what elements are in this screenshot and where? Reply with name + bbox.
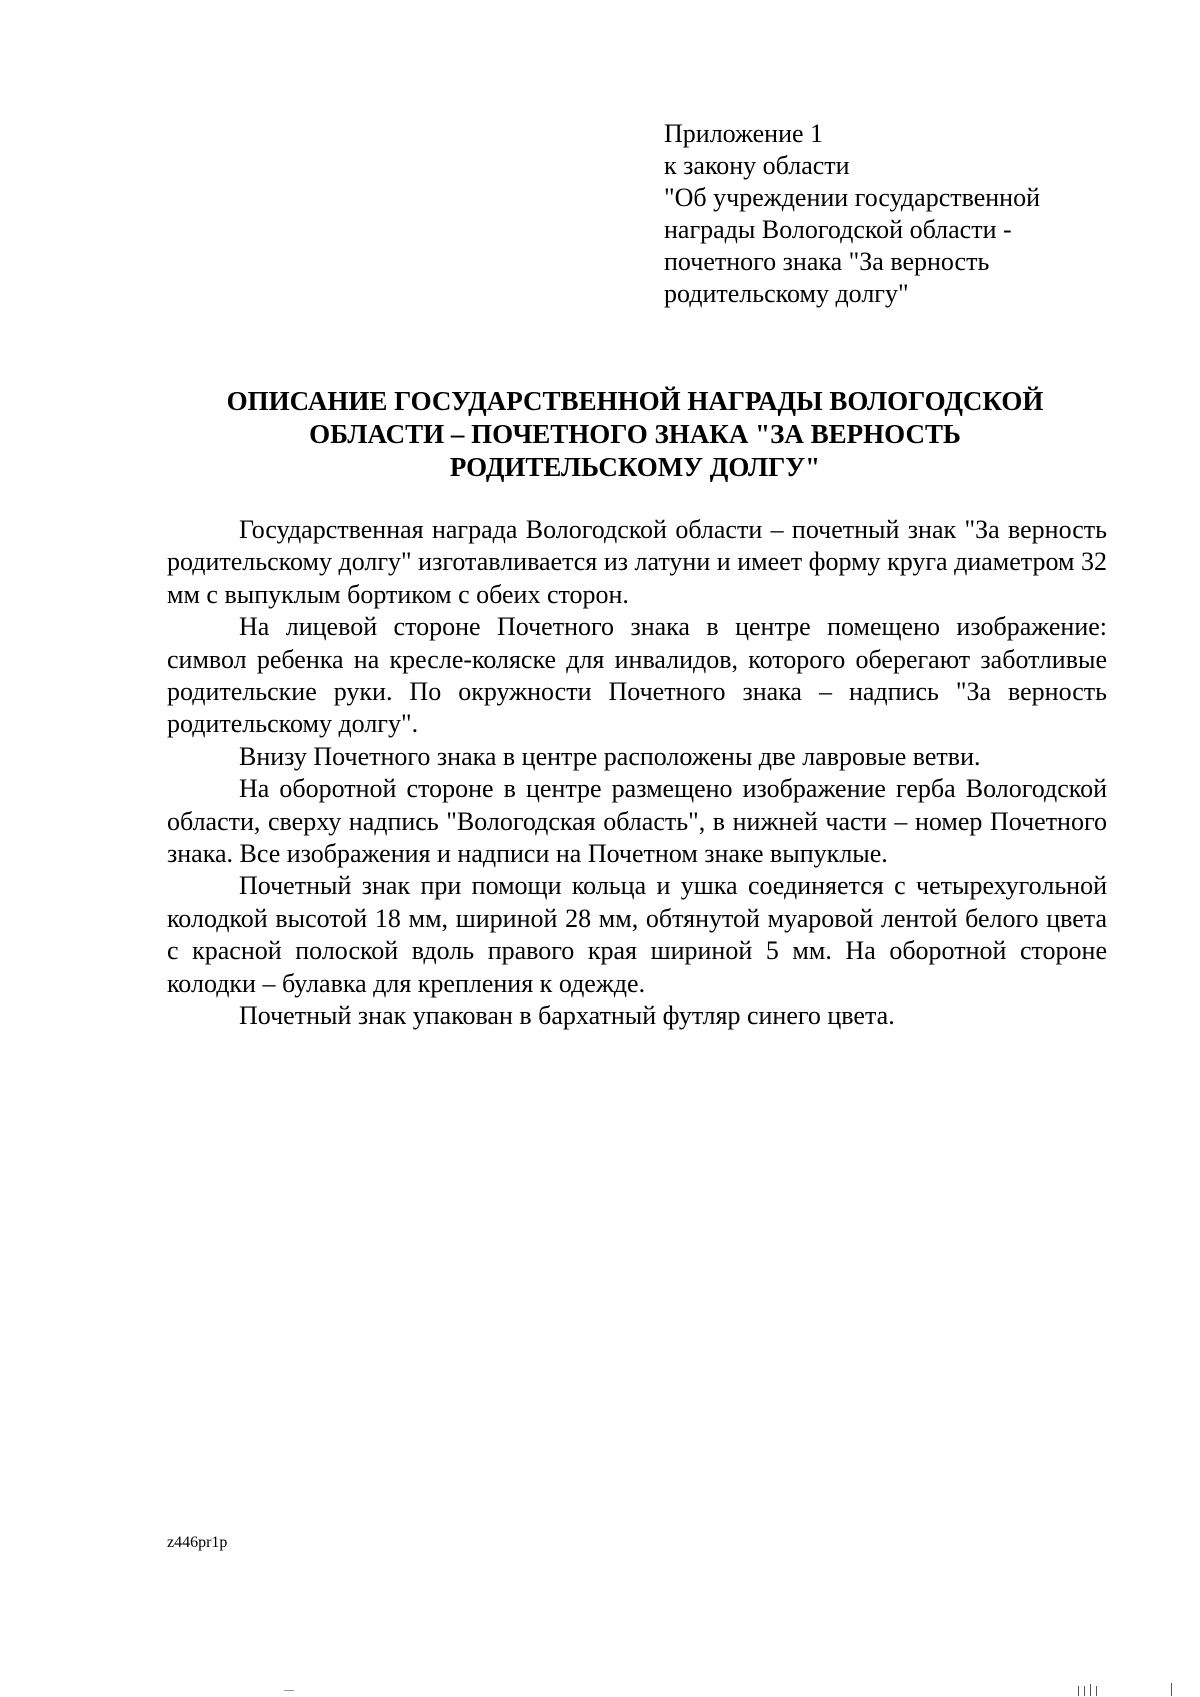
title-line: РОДИТЕЛЬСКОМУ ДОЛГУ" bbox=[449, 452, 821, 482]
scan-artifact bbox=[1084, 1686, 1085, 1696]
scan-artifact bbox=[1090, 1684, 1091, 1696]
appendix-line: родительскому долгу" bbox=[664, 279, 909, 308]
paragraph: На оборотной стороне в центре размещено изображение герба Вологодской области, сверху надпись "Вологодская область", в нижней части – номер Почетного знака. Все изображения и надписи на Почетном знаке выпуклые. bbox=[167, 774, 1107, 869]
appendix-line: "Об учреждении государственной bbox=[664, 183, 1041, 212]
document-code: z446pr1p bbox=[167, 1534, 228, 1551]
paragraph: Почетный знак при помощи кольца и ушка соединяется с четырехугольной колодкой высотой 18 мм, шириной 28 мм, обтянутой муаровой лентой белого цвета с красной полоской вдоль правого края шириной 5 мм. На оборотной стороне колодки – булавка для крепления к одежде. bbox=[167, 871, 1107, 998]
document-title bbox=[150, 385, 1120, 484]
paragraph: Государственная награда Вологодской области – почетный знак "За верность родительскому долгу" изготавливается из латуни и имеет форму круга диаметром 32 мм с выпуклым бортиком с обеих сторон. bbox=[167, 515, 1107, 609]
title-line: ОБЛАСТИ – ПОЧЕТНОГО ЗНАКА "ЗА ВЕРНОСТЬ bbox=[309, 419, 961, 449]
paragraph: Внизу Почетного знака в центре расположены две лавровые ветви. bbox=[239, 741, 981, 771]
paragraph: На лицевой стороне Почетного знака в центре помещено изображение: символ ребенка на кресле-коляске для инвалидов, которого оберегают заботливые родительские руки. По окружности Почетного знака – надпись "За верность родительскому долгу". bbox=[167, 612, 1107, 739]
document-body bbox=[167, 514, 1107, 1033]
scan-artifact bbox=[1078, 1686, 1079, 1696]
scan-artifact bbox=[284, 1690, 294, 1691]
appendix-line: награды Вологодской области - bbox=[664, 215, 1012, 244]
appendix-line: к закону области bbox=[664, 151, 850, 180]
title-line: ОПИСАНИЕ ГОСУДАРСТВЕННОЙ НАГРАДЫ ВОЛОГОДСКОЙ bbox=[226, 386, 1044, 416]
appendix-line: почетного знака "За верность bbox=[664, 247, 990, 276]
paragraph: Почетный знак упакован в бархатный футляр синего цвета. bbox=[239, 1001, 895, 1031]
appendix-header bbox=[664, 118, 1104, 310]
appendix-line: Приложение 1 bbox=[664, 119, 824, 148]
scan-artifact bbox=[1096, 1686, 1097, 1696]
scan-artifact bbox=[1171, 1683, 1172, 1696]
